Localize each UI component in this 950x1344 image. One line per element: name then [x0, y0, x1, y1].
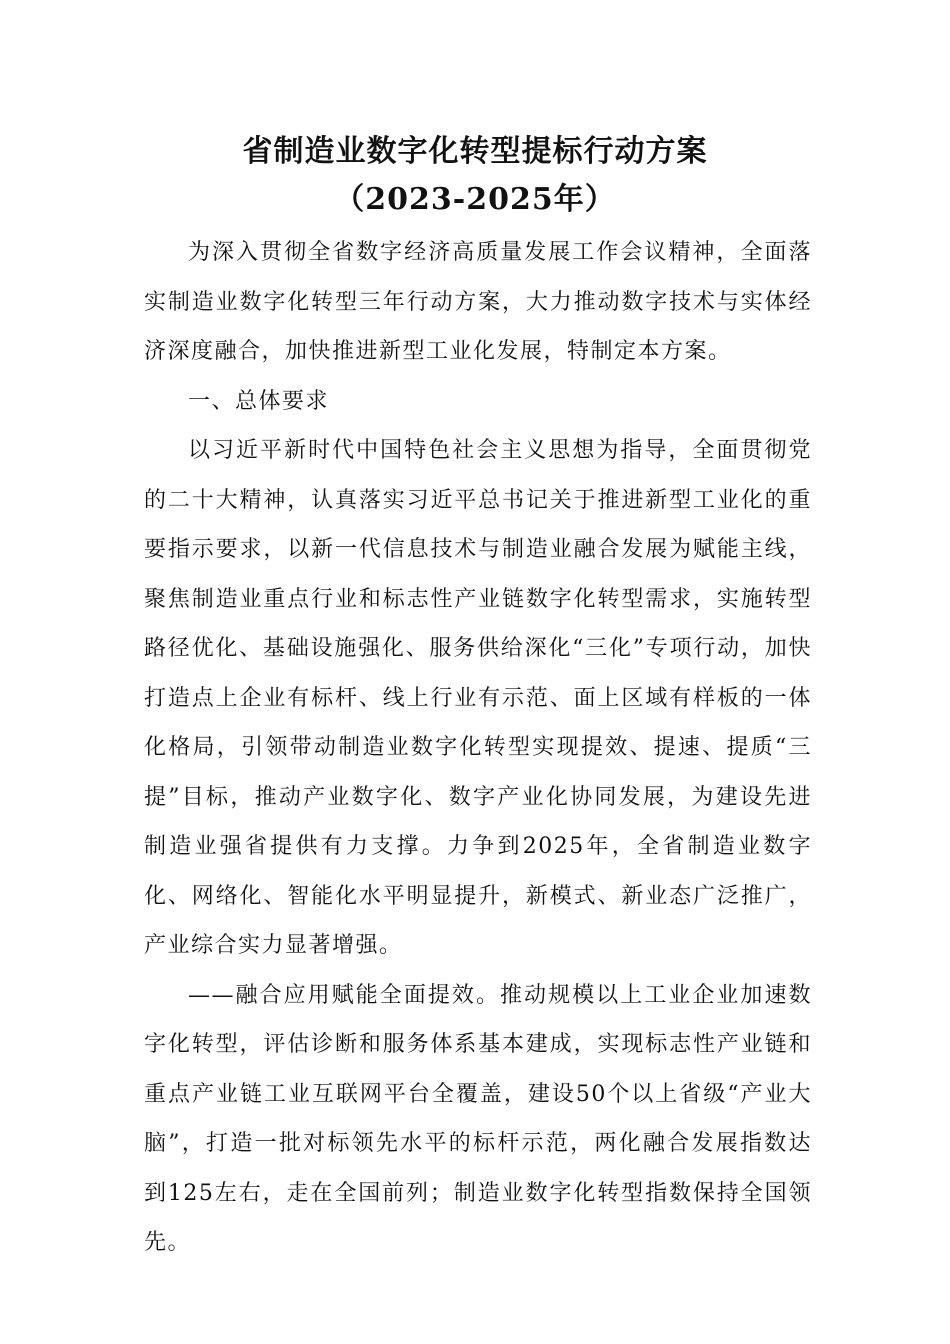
integration-goal-paragraph: ——融合应用赋能全面提效。推动规模以上工业企业加速数字化转型，评估诊断和服务体系基本建成，实现标志性产业链和重点产业链工业互联网平台全覆盖，建设50个以上省级“产业大脑”，打造一批对标领先水平的标杆示范，两化融合发展指数达到125左右，走在全国前列；制造业数字化转型指数保持全国领先。	[144, 982, 812, 1255]
document-title: 省制造业数字化转型提标行动方案	[242, 134, 708, 169]
general-requirements-paragraph: 以习近平新时代中国特色社会主义思想为指导，全面贯彻党的二十大精神，认真落实习近平总书记关于推进新型工业化的重要指示要求，以新一代信息技术与制造业融合发展为赋能主线，聚焦制造业重点行业和标志性产业链数字化转型需求，实施转型路径优化、基础设施强化、服务供给深化“三化”专项行动，加快打造点上企业有标杆、线上行业有示范、面上区域有样板的一体化格局，引领带动制造业数字化转型实现提效、提速、提质“三提”目标，推动产业数字化、数字产业化协同发展，为建设先进制造业强省提供有力支撑。力争到2025年，全省制造业数字化、网络化、智能化水平明显提升，新模式、新业态广泛推广，产业综合实力显著增强。	[144, 438, 812, 958]
intro-paragraph: 为深入贯彻全省数字经济高质量发展工作会议精神，全面落实制造业数字化转型三年行动方案，大力推动数字技术与实体经济深度融合，加快推进新型工业化发展，特制定本方案。	[144, 240, 812, 364]
document-body	[144, 228, 812, 1268]
section-heading-general-requirements: 一、总体要求	[188, 388, 330, 414]
document-subtitle: （2023-2025年）	[334, 182, 616, 217]
